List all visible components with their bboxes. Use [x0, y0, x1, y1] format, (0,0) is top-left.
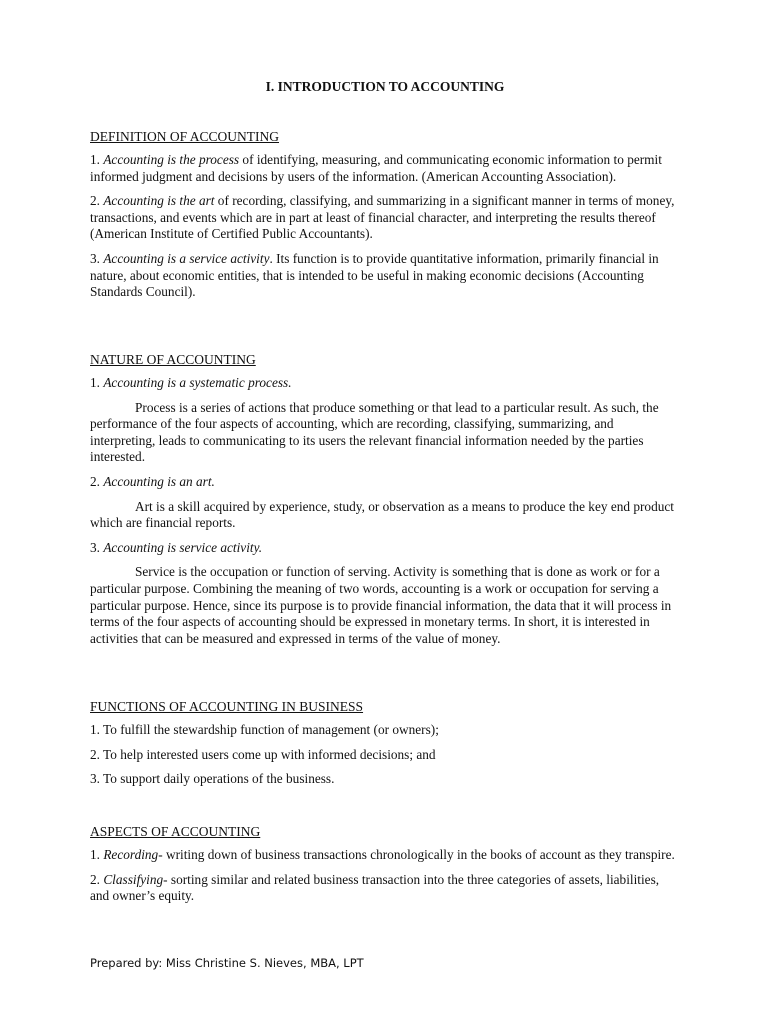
- functions-section: [90, 698, 680, 796]
- functions-item: 1. To fulfill the stewardship function of management (or owners);: [90, 722, 439, 737]
- aspects-heading: ASPECTS OF ACCOUNTING: [90, 824, 261, 839]
- nature-item-3: 3. Accounting is service activity.: [90, 539, 263, 555]
- document-title: I. INTRODUCTION TO ACCOUNTING: [265, 79, 505, 94]
- definition-section: [90, 128, 680, 309]
- aspects-term: Recording-: [103, 847, 163, 862]
- nature-body-3: Service is the occupation or function of serving. Activity is something that is done as work or for a particular purpose. Combining the meaning of two words, accounting is a work or occupation for serving a particular purpose. Hence, since its purpose is to provide financial information, the data that it will process in terms of the four aspects of accounting should be expressed in monetary terms. In short, it is interested in activities that can be measured and expressed in terms of the value of money.: [90, 564, 672, 646]
- definition-term: Accounting is the process: [103, 152, 240, 167]
- nature-term: Accounting is a systematic process.: [103, 375, 292, 390]
- aspects-section: [90, 823, 680, 913]
- functions-heading: FUNCTIONS OF ACCOUNTING IN BUSINESS: [90, 699, 364, 714]
- document-page: [90, 0, 680, 1024]
- definition-term: Accounting is the art: [103, 193, 215, 209]
- nature-body-2: Art is a skill acquired by experience, study, or observation as a means to produce the key end product which are financial reports.: [90, 498, 674, 531]
- nature-term: Accounting is an art.: [103, 473, 215, 489]
- aspects-term: Classifying-: [103, 871, 168, 887]
- nature-section: [90, 351, 680, 655]
- nature-heading: NATURE OF ACCOUNTING: [90, 352, 256, 367]
- functions-item: 3. To support daily operations of the business.: [90, 771, 335, 787]
- nature-term: Accounting is service activity.: [103, 539, 263, 555]
- definition-item-1: 1. Accounting is the process of identifying, measuring, and communicating economic information to permit informed judgment and decisions by users of the information. (American Accounting Association).: [90, 152, 662, 184]
- aspects-item-2: 2. Classifying- sorting similar and related business transaction into the three categories of assets, liabilities, and owner’s equity.: [90, 871, 660, 904]
- aspects-item-1: 1. Recording- writing down of business transactions chronologically in the books of account as they transpire.: [90, 847, 675, 862]
- nature-item-1: 1. Accounting is a systematic process.: [90, 375, 292, 390]
- definition-item-3: 3. Accounting is a service activity. Its function is to provide quantitative information, primarily financial in nature, about economic entities, that is intended to be useful in making economic decisions (Accounting Standards Council).: [90, 250, 659, 300]
- definition-item-2: 2. Accounting is the art of recording, classifying, and summarizing in a significant manner in terms of money, transactions, and events which are in part at least of financial character, and interpreting the results thereof (American Institute of Certified Public Accountants).: [90, 193, 675, 242]
- nature-body-1: Process is a series of actions that produce something or that lead to a particular result. As such, the performance of the four aspects of accounting, which are recording, classifying, summarizing, and interpreting, leads to communicating to its users the relevant financial information needed by the parties interested.: [90, 399, 659, 465]
- functions-item: 2. To help interested users come up with informed decisions; and: [90, 746, 436, 762]
- definition-term: Accounting is a service activity: [103, 250, 270, 266]
- definition-heading: DEFINITION OF ACCOUNTING: [90, 129, 279, 144]
- nature-item-2: 2. Accounting is an art.: [90, 473, 215, 489]
- page-footer: Prepared by: Miss Christine S. Nieves, MBA, LPT: [90, 956, 364, 970]
